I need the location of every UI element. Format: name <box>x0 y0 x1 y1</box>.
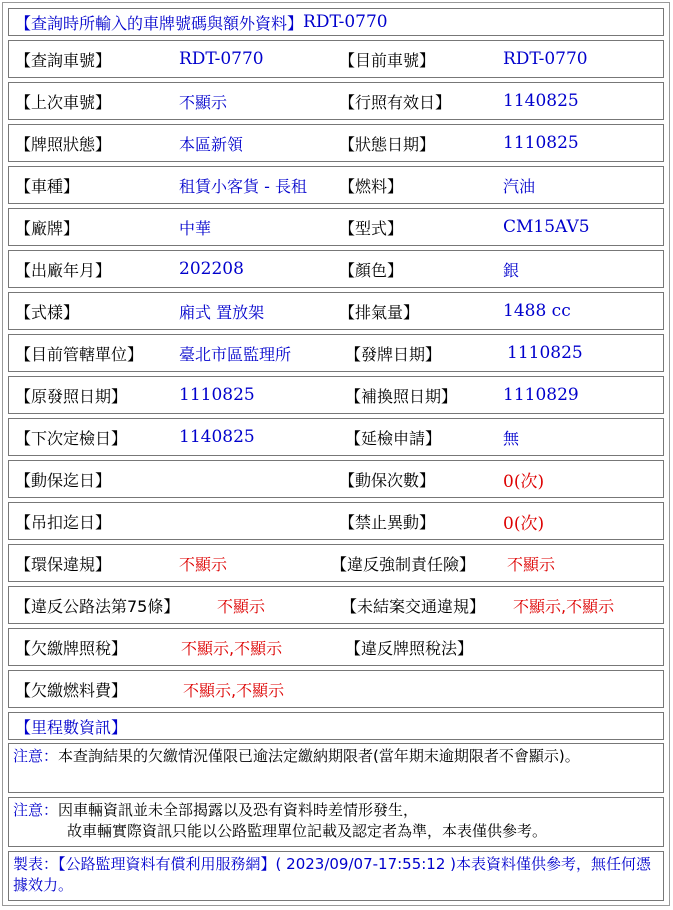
note-2-line1: 因車輛資訊並未全部揭露以及恐有資料時差情形發生， <box>58 801 419 819</box>
field-value: 1110829 <box>503 385 579 405</box>
field-label: 【環保違規】 <box>15 554 112 574</box>
data-row <box>8 502 664 540</box>
field-value: 1488 cc <box>503 301 571 321</box>
note-1-lead: 注意： <box>13 747 59 765</box>
field-label: 【牌照狀態】 <box>15 134 112 154</box>
field-label: 【顏色】 <box>339 260 404 280</box>
footer-source: 【公路監理資料有償利用服務網】 <box>58 855 276 873</box>
field-value: 1140825 <box>179 427 255 447</box>
data-row <box>8 586 664 624</box>
field-value: CM15AV5 <box>503 217 590 237</box>
footer-timestamp: ( 2023/09/07-17:55:12 ) <box>275 855 457 873</box>
field-label: 【補換照日期】 <box>345 386 458 406</box>
field-label: 【式樣】 <box>15 302 80 322</box>
data-row <box>8 544 664 582</box>
data-row <box>8 292 664 330</box>
footer-text: 本表資料僅供參考，無任何憑據效力。 <box>13 855 652 894</box>
field-value: 臺北市區監理所 <box>179 344 292 364</box>
field-value: 不顯示,不顯示 <box>183 680 285 700</box>
field-label: 【禁止異動】 <box>339 512 436 532</box>
field-label: 【發牌日期】 <box>345 344 442 364</box>
field-value: 不顯示,不顯示 <box>513 596 615 616</box>
field-label: 【查詢車號】 <box>15 50 112 70</box>
field-value: 1140825 <box>503 91 579 111</box>
data-row <box>8 670 664 708</box>
field-label: 【燃料】 <box>339 176 404 196</box>
field-value: 不顯示 <box>217 596 266 616</box>
data-row <box>8 460 664 498</box>
field-value: 廂式 置放架 <box>179 302 265 322</box>
field-label: 【上次車號】 <box>15 92 112 112</box>
data-row <box>8 376 664 414</box>
field-label: 【違反強制責任險】 <box>331 554 476 574</box>
field-value: RDT-0770 <box>179 49 264 69</box>
title-plate: RDT-0770 <box>303 12 388 32</box>
data-row <box>8 208 664 246</box>
data-row <box>8 250 664 288</box>
field-label: 【行照有效日】 <box>339 92 452 112</box>
field-label: 【違反公路法第75條】 <box>15 596 180 616</box>
data-row <box>8 334 664 372</box>
field-label: 【原發照日期】 <box>15 386 128 406</box>
data-row <box>8 40 664 78</box>
field-value: 1110825 <box>503 133 579 153</box>
field-value: 無 <box>503 428 520 448</box>
field-label: 【動保迄日】 <box>15 470 112 490</box>
data-row <box>8 628 664 666</box>
data-row <box>8 82 664 120</box>
note-2-line2: 故車輛實際資訊只能以公路監理單位記載及認定者為準，本表僅供參考。 <box>67 822 548 840</box>
field-value: RDT-0770 <box>503 49 588 69</box>
field-label: 【未結案交通違規】 <box>341 596 486 616</box>
field-label: 【車種】 <box>15 176 80 196</box>
field-value: 1110825 <box>179 385 255 405</box>
field-label: 【目前車號】 <box>339 50 436 70</box>
field-label: 【出廠年月】 <box>15 260 112 280</box>
title-prefix: 【查詢時所輸入的車牌號碼與額外資料】 <box>15 13 304 33</box>
field-label: 【狀態日期】 <box>339 134 436 154</box>
field-value: 銀 <box>503 260 520 280</box>
field-value: 0(次) <box>503 513 545 534</box>
field-value: 0(次) <box>503 471 545 492</box>
field-value: 中華 <box>179 218 212 238</box>
note-2 <box>8 797 664 847</box>
note-1 <box>8 743 664 793</box>
field-value: 不顯示 <box>507 554 556 574</box>
field-label: 【動保次數】 <box>339 470 436 490</box>
field-value: 不顯示 <box>179 92 228 112</box>
field-label: 【型式】 <box>339 218 404 238</box>
mileage-header-label: 【里程數資訊】 <box>15 717 128 737</box>
field-value: 不顯示 <box>179 554 228 574</box>
field-label: 【廠牌】 <box>15 218 80 238</box>
field-label: 【吊扣迄日】 <box>15 512 112 532</box>
footer-note <box>8 851 664 901</box>
data-row <box>8 166 664 204</box>
field-label: 【違反牌照稅法】 <box>345 638 474 658</box>
field-value: 不顯示,不顯示 <box>181 638 283 658</box>
footer-lead: 製表： <box>13 855 59 873</box>
field-label: 【欠繳牌照稅】 <box>15 638 128 658</box>
note-2-lead: 注意： <box>13 801 59 819</box>
field-label: 【延檢申請】 <box>345 428 442 448</box>
mileage-header <box>8 712 664 740</box>
field-value: 本區新領 <box>179 134 244 154</box>
field-value: 1110825 <box>507 343 583 363</box>
report-title <box>8 8 664 36</box>
field-label: 【下次定檢日】 <box>15 428 128 448</box>
field-label: 【欠繳燃料費】 <box>15 680 128 700</box>
field-value: 租賃小客貨 - 長租 <box>179 176 307 196</box>
note-1-text: 本查詢結果的欠繳情況僅限已逾法定繳納期限者(當年期末逾期限者不會顯示)。 <box>58 747 580 765</box>
data-row <box>8 418 664 456</box>
field-label: 【目前管轄單位】 <box>15 344 144 364</box>
data-row <box>8 124 664 162</box>
field-value: 汽油 <box>503 176 536 196</box>
field-value: 202208 <box>179 259 244 279</box>
field-label: 【排氣量】 <box>339 302 420 322</box>
